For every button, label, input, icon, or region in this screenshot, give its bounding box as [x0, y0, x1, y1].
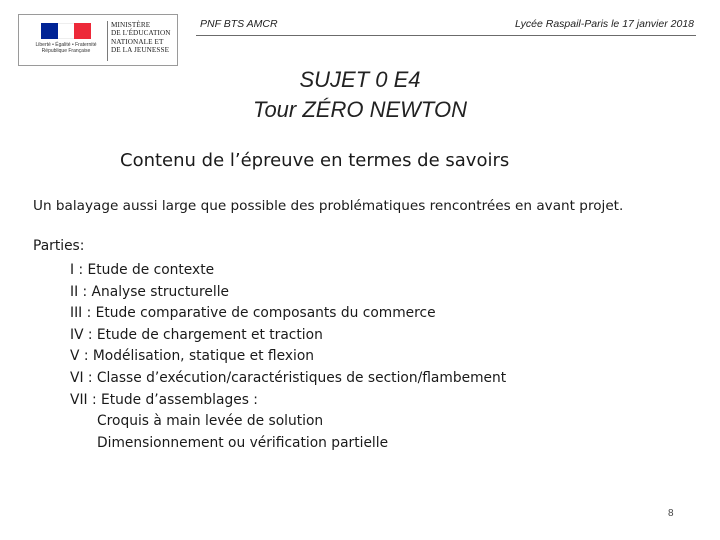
part-item-i: I : Etude de contexte — [70, 262, 215, 278]
republic-emblem — [27, 21, 105, 61]
ministry-line: DE L'ÉDUCATION — [111, 29, 171, 38]
part-subitem: Dimensionnement ou vérification partielle — [97, 434, 389, 451]
motto-line-1: Liberté • Égalité • Fraternité — [35, 42, 97, 48]
ministry-logo — [18, 14, 178, 66]
slide-title-line-1: SUJET 0 E4 — [299, 67, 421, 92]
part-item-vi: VI : Classe d’exécution/caractéristiques de section/flambement — [70, 370, 507, 386]
ministry-line: DE LA JEUNESSE — [111, 46, 170, 55]
header-course-label: PNF BTS AMCR — [200, 18, 278, 30]
part-item-iii: III : Etude comparative de composants du commerce — [70, 305, 436, 322]
flag-white — [58, 23, 75, 39]
parts-label: Parties: — [33, 238, 85, 254]
part-item-iv: IV : Etude de chargement et traction — [70, 326, 323, 343]
logo-divider — [107, 21, 108, 61]
intro-text: Un balayage aussi large que possible des problématiques rencontrées en avant projet. — [33, 198, 624, 214]
french-flag-icon — [41, 23, 91, 39]
ministry-name — [111, 21, 177, 55]
part-item-vii: VII : Etude d’assemblages : — [70, 391, 258, 408]
header-rule — [196, 35, 696, 36]
republic-motto — [27, 42, 105, 54]
ministry-line: MINISTÈRE — [111, 21, 151, 29]
part-subitem: Croquis à main levée de solution — [97, 413, 324, 430]
section-heading: Contenu de l’épreuve en termes de savoirs — [120, 150, 510, 171]
motto-line-2: République Française — [41, 48, 91, 54]
page-number: 8 — [668, 508, 674, 519]
part-item-v: V : Modélisation, statique et flexion — [70, 348, 315, 365]
ministry-line: NATIONALE ET — [111, 37, 164, 46]
header-location-date: Lycée Raspail-Paris le 17 janvier 2018 — [515, 18, 694, 30]
part-item-ii: II : Analyse structurelle — [70, 283, 230, 300]
flag-blue — [41, 23, 58, 39]
flag-red — [74, 23, 91, 39]
slide-title-line-2: Tour ZÉRO NEWTON — [253, 97, 467, 122]
